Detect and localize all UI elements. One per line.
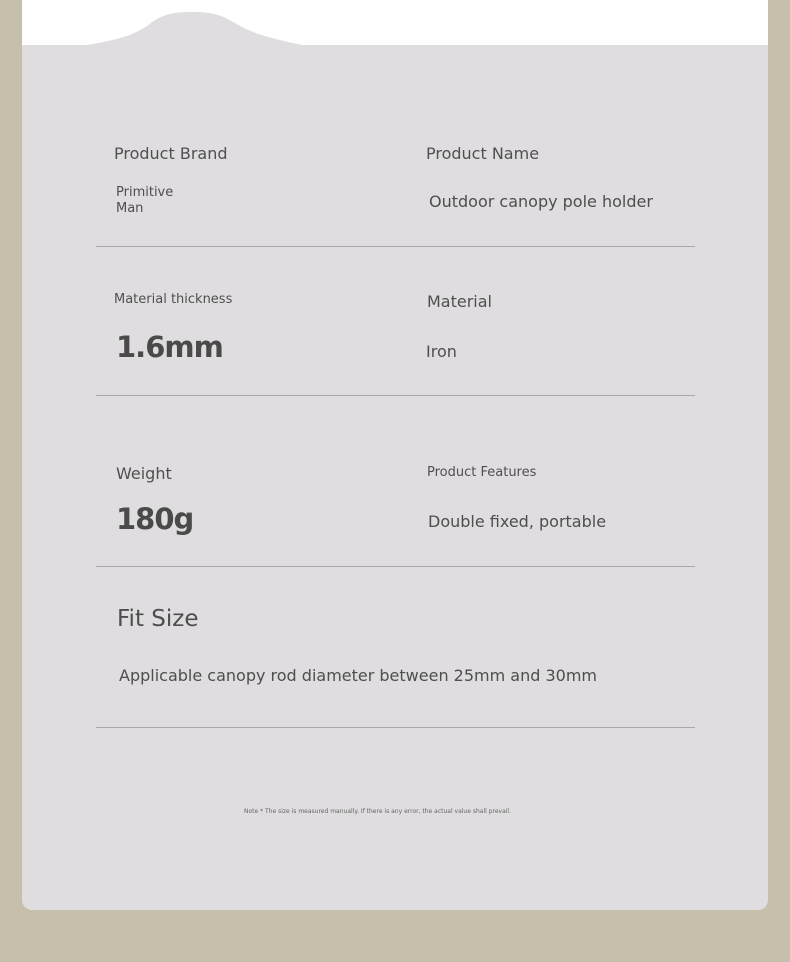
material-label: Material [427, 292, 492, 311]
product-name-value: Outdoor canopy pole holder [429, 192, 653, 211]
spec-card [22, 45, 768, 910]
measurement-note: Note * The size is measured manually. If there is any error, the actual value shall prevail. [244, 808, 511, 815]
material-thickness-label: Material thickness [114, 292, 233, 307]
row-divider [96, 246, 695, 247]
weight-label: Weight [116, 464, 172, 483]
product-features-value: Double fixed, portable [428, 512, 607, 531]
material-value: Iron [426, 342, 457, 361]
product-features-label: Product Features [427, 465, 537, 480]
cloud-hump-decoration [22, 0, 768, 46]
row-divider [96, 727, 695, 728]
product-name-label: Product Name [426, 144, 540, 163]
row-divider [96, 395, 695, 396]
product-brand-label: Product Brand [114, 144, 228, 163]
product-brand-value-line2: Man [116, 201, 144, 216]
fit-size-heading: Fit Size [117, 606, 199, 632]
product-brand-value-line1: Primitive [116, 185, 174, 200]
row-divider [96, 566, 695, 567]
material-thickness-value: 1.6mm [116, 330, 223, 364]
weight-value: 180g [116, 502, 194, 536]
fit-size-text: Applicable canopy rod diameter between 25mm and 30mm [119, 666, 598, 685]
